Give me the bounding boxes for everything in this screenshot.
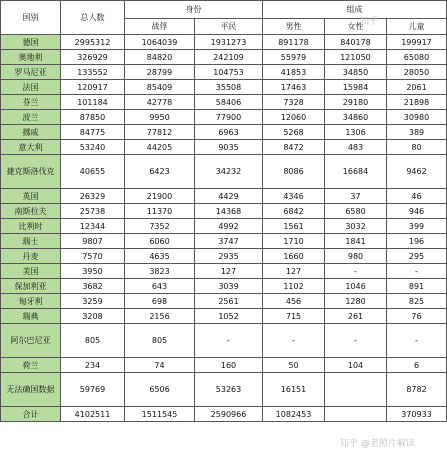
table-row bbox=[1, 219, 447, 234]
cell-prisoner: 1511545 bbox=[125, 407, 195, 422]
cell-civilian: 4992 bbox=[195, 219, 263, 234]
cell-prisoner: 42778 bbox=[125, 95, 195, 110]
cell-civilian: 53263 bbox=[195, 373, 263, 407]
cell-country: 比利时 bbox=[1, 219, 61, 234]
cell-child: 199917 bbox=[387, 35, 447, 50]
cell-male: 50 bbox=[263, 358, 325, 373]
cell-civilian: 1931273 bbox=[195, 35, 263, 50]
cell-child: - bbox=[387, 264, 447, 279]
cell-country: 捷克斯洛伐克 bbox=[1, 155, 61, 189]
cell-country: 罗马尼亚 bbox=[1, 65, 61, 80]
cell-prisoner: 85409 bbox=[125, 80, 195, 95]
cell-total: 234 bbox=[61, 358, 125, 373]
table-row bbox=[1, 110, 447, 125]
cell-total: 9807 bbox=[61, 234, 125, 249]
cell-female: 6580 bbox=[325, 204, 387, 219]
cell-civilian: 3039 bbox=[195, 279, 263, 294]
cell-country: 保加利亚 bbox=[1, 279, 61, 294]
table-body bbox=[1, 35, 447, 422]
cell-prisoner: 7352 bbox=[125, 219, 195, 234]
cell-country: 荷兰 bbox=[1, 358, 61, 373]
cell-male: 1710 bbox=[263, 234, 325, 249]
cell-prisoner: 805 bbox=[125, 324, 195, 358]
cell-male: 127 bbox=[263, 264, 325, 279]
header-civilian: 平民 bbox=[195, 19, 263, 35]
cell-civilian: 242109 bbox=[195, 50, 263, 65]
cell-total: 120917 bbox=[61, 80, 125, 95]
cell-country: 奥地利 bbox=[1, 50, 61, 65]
cell-prisoner: 1064039 bbox=[125, 35, 195, 50]
header-row-top bbox=[1, 1, 447, 19]
cell-child: 370933 bbox=[387, 407, 447, 422]
cell-child: - bbox=[387, 324, 447, 358]
cell-civilian: 3747 bbox=[195, 234, 263, 249]
cell-country: 法国 bbox=[1, 80, 61, 95]
cell-child: 65080 bbox=[387, 50, 447, 65]
cell-child: 891 bbox=[387, 279, 447, 294]
cell-country: 瑞典 bbox=[1, 309, 61, 324]
cell-prisoner: 698 bbox=[125, 294, 195, 309]
table-row bbox=[1, 373, 447, 407]
header-child: 儿童 bbox=[387, 19, 447, 35]
cell-civilian: 58406 bbox=[195, 95, 263, 110]
cell-male: 1082453 bbox=[263, 407, 325, 422]
cell-child: 21898 bbox=[387, 95, 447, 110]
cell-total: 87850 bbox=[61, 110, 125, 125]
cell-female bbox=[325, 407, 387, 422]
cell-total: 326929 bbox=[61, 50, 125, 65]
header-male: 男性 bbox=[263, 19, 325, 35]
cell-country: 瑞士 bbox=[1, 234, 61, 249]
cell-child: 2061 bbox=[387, 80, 447, 95]
cell-male: 5268 bbox=[263, 125, 325, 140]
cell-total: 3259 bbox=[61, 294, 125, 309]
cell-male: 456 bbox=[263, 294, 325, 309]
header-composition: 组成 bbox=[263, 1, 447, 19]
cell-prisoner: 4635 bbox=[125, 249, 195, 264]
cell-female: 15984 bbox=[325, 80, 387, 95]
cell-total: 3950 bbox=[61, 264, 125, 279]
table-row bbox=[1, 125, 447, 140]
cell-female: 121050 bbox=[325, 50, 387, 65]
table-row bbox=[1, 155, 447, 189]
cell-total: 25738 bbox=[61, 204, 125, 219]
cell-child: 8782 bbox=[387, 373, 447, 407]
cell-child: 46 bbox=[387, 189, 447, 204]
cell-child: 9462 bbox=[387, 155, 447, 189]
cell-male: 16151 bbox=[263, 373, 325, 407]
cell-male: 891178 bbox=[263, 35, 325, 50]
cell-country: 德国 bbox=[1, 35, 61, 50]
cell-civilian: 35508 bbox=[195, 80, 263, 95]
cell-prisoner: 9950 bbox=[125, 110, 195, 125]
cell-male: 7328 bbox=[263, 95, 325, 110]
cell-child: 30980 bbox=[387, 110, 447, 125]
cell-female: 16684 bbox=[325, 155, 387, 189]
cell-female: 1280 bbox=[325, 294, 387, 309]
cell-female: - bbox=[325, 324, 387, 358]
header-female: 女性 bbox=[325, 19, 387, 35]
table-row bbox=[1, 264, 447, 279]
cell-total: 3208 bbox=[61, 309, 125, 324]
cell-female: 1046 bbox=[325, 279, 387, 294]
cell-total: 4102511 bbox=[61, 407, 125, 422]
cell-country: 芬兰 bbox=[1, 95, 61, 110]
cell-prisoner: 44205 bbox=[125, 140, 195, 155]
cell-prisoner: 643 bbox=[125, 279, 195, 294]
cell-female: 1841 bbox=[325, 234, 387, 249]
cell-male: 55979 bbox=[263, 50, 325, 65]
cell-total: 133552 bbox=[61, 65, 125, 80]
cell-total: 40655 bbox=[61, 155, 125, 189]
cell-male: 1102 bbox=[263, 279, 325, 294]
cell-prisoner: 6423 bbox=[125, 155, 195, 189]
cell-prisoner: 77812 bbox=[125, 125, 195, 140]
cell-child: 946 bbox=[387, 204, 447, 219]
cell-civilian: 2590966 bbox=[195, 407, 263, 422]
cell-prisoner: 74 bbox=[125, 358, 195, 373]
table-row bbox=[1, 95, 447, 110]
cell-total: 805 bbox=[61, 324, 125, 358]
table-row bbox=[1, 249, 447, 264]
cell-female: 1306 bbox=[325, 125, 387, 140]
cell-female: 37 bbox=[325, 189, 387, 204]
cell-civilian: 127 bbox=[195, 264, 263, 279]
cell-male: 41853 bbox=[263, 65, 325, 80]
table-row bbox=[1, 309, 447, 324]
cell-civilian: - bbox=[195, 324, 263, 358]
cell-prisoner: 84820 bbox=[125, 50, 195, 65]
cell-total: 3682 bbox=[61, 279, 125, 294]
cell-female bbox=[325, 373, 387, 407]
cell-civilian: 6963 bbox=[195, 125, 263, 140]
watermark-top: 知乎 bbox=[360, 17, 379, 27]
cell-prisoner: 21900 bbox=[125, 189, 195, 204]
cell-female: - bbox=[325, 264, 387, 279]
cell-female: 980 bbox=[325, 249, 387, 264]
cell-civilian: 77900 bbox=[195, 110, 263, 125]
cell-male: 17463 bbox=[263, 80, 325, 95]
cell-civilian: 14368 bbox=[195, 204, 263, 219]
cell-child: 389 bbox=[387, 125, 447, 140]
cell-male: 1561 bbox=[263, 219, 325, 234]
cell-prisoner: 2156 bbox=[125, 309, 195, 324]
cell-male: 8472 bbox=[263, 140, 325, 155]
cell-total: 2995312 bbox=[61, 35, 125, 50]
cell-total: 101184 bbox=[61, 95, 125, 110]
cell-child: 196 bbox=[387, 234, 447, 249]
cell-child: 6 bbox=[387, 358, 447, 373]
cell-country: 美国 bbox=[1, 264, 61, 279]
cell-child: 80 bbox=[387, 140, 447, 155]
cell-total: 53240 bbox=[61, 140, 125, 155]
cell-male: 1660 bbox=[263, 249, 325, 264]
header-prisoner: 战俘 bbox=[125, 19, 195, 35]
cell-female: 29180 bbox=[325, 95, 387, 110]
cell-total: 7570 bbox=[61, 249, 125, 264]
cell-country: 阿尔巴尼亚 bbox=[1, 324, 61, 358]
cell-civilian: 9035 bbox=[195, 140, 263, 155]
cell-female: 3032 bbox=[325, 219, 387, 234]
cell-country: 南斯拉夫 bbox=[1, 204, 61, 219]
cell-prisoner: 6060 bbox=[125, 234, 195, 249]
header-status: 身份 bbox=[125, 1, 263, 19]
header-country: 国别 bbox=[1, 1, 61, 35]
cell-male: 715 bbox=[263, 309, 325, 324]
cell-prisoner: 6506 bbox=[125, 373, 195, 407]
cell-male: - bbox=[263, 324, 325, 358]
cell-total: 59769 bbox=[61, 373, 125, 407]
table-row bbox=[1, 140, 447, 155]
table-row bbox=[1, 279, 447, 294]
cell-civilian: 34232 bbox=[195, 155, 263, 189]
cell-country: 合计 bbox=[1, 407, 61, 422]
cell-child: 399 bbox=[387, 219, 447, 234]
table-row bbox=[1, 407, 447, 422]
header-total: 总人数 bbox=[61, 1, 125, 35]
cell-female: 104 bbox=[325, 358, 387, 373]
table-row bbox=[1, 50, 447, 65]
cell-country: 意大利 bbox=[1, 140, 61, 155]
cell-civilian: 1052 bbox=[195, 309, 263, 324]
table-row bbox=[1, 204, 447, 219]
cell-child: 295 bbox=[387, 249, 447, 264]
cell-male: 12060 bbox=[263, 110, 325, 125]
cell-country: 无法确国数据 bbox=[1, 373, 61, 407]
watermark: 知乎 @老照片解读 bbox=[340, 439, 415, 449]
cell-female: 483 bbox=[325, 140, 387, 155]
table-row bbox=[1, 294, 447, 309]
cell-country: 波兰 bbox=[1, 110, 61, 125]
cell-female: 261 bbox=[325, 309, 387, 324]
cell-civilian: 160 bbox=[195, 358, 263, 373]
cell-total: 84775 bbox=[61, 125, 125, 140]
table-row bbox=[1, 324, 447, 358]
cell-female: 34850 bbox=[325, 65, 387, 80]
cell-country: 丹麦 bbox=[1, 249, 61, 264]
table-row bbox=[1, 358, 447, 373]
cell-civilian: 2935 bbox=[195, 249, 263, 264]
cell-child: 825 bbox=[387, 294, 447, 309]
cell-civilian: 4429 bbox=[195, 189, 263, 204]
table-row bbox=[1, 65, 447, 80]
cell-total: 12344 bbox=[61, 219, 125, 234]
cell-male: 6842 bbox=[263, 204, 325, 219]
cell-child: 76 bbox=[387, 309, 447, 324]
table-row bbox=[1, 234, 447, 249]
cell-male: 4346 bbox=[263, 189, 325, 204]
cell-civilian: 104753 bbox=[195, 65, 263, 80]
cell-child: 28050 bbox=[387, 65, 447, 80]
cell-prisoner: 3823 bbox=[125, 264, 195, 279]
cell-female: 840178 bbox=[325, 35, 387, 50]
cell-civilian: 2561 bbox=[195, 294, 263, 309]
cell-prisoner: 11370 bbox=[125, 204, 195, 219]
table-row bbox=[1, 189, 447, 204]
cell-country: 匈牙利 bbox=[1, 294, 61, 309]
cell-country: 英国 bbox=[1, 189, 61, 204]
table-row bbox=[1, 80, 447, 95]
cell-female: 34860 bbox=[325, 110, 387, 125]
cell-country: 挪威 bbox=[1, 125, 61, 140]
cell-prisoner: 28799 bbox=[125, 65, 195, 80]
cell-male: 8086 bbox=[263, 155, 325, 189]
cell-total: 26329 bbox=[61, 189, 125, 204]
table-row bbox=[1, 35, 447, 50]
